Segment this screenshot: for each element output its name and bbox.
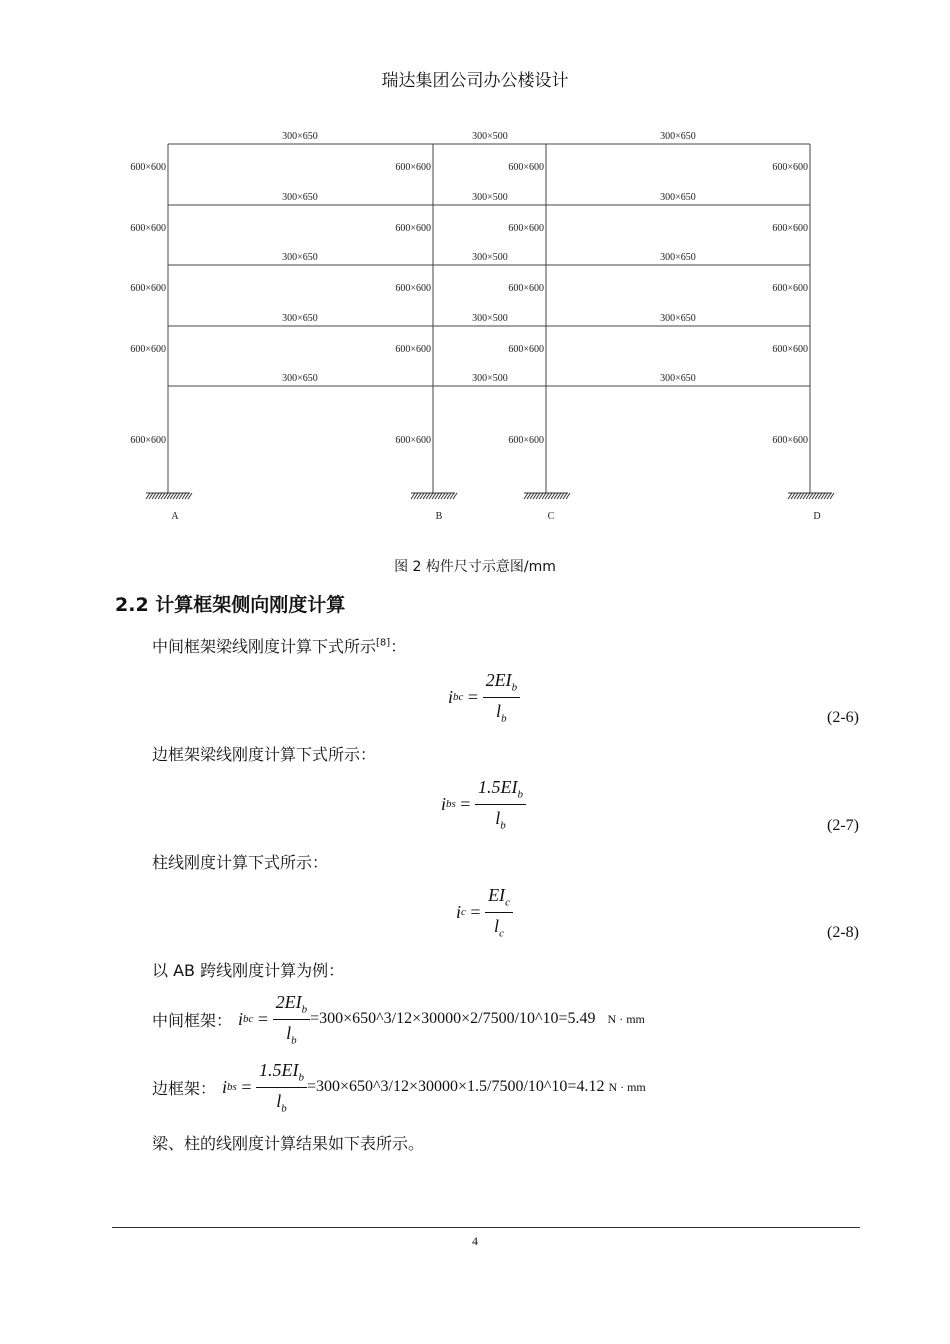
column-size-label: 600×600 (772, 435, 808, 446)
column-size-label: 600×600 (772, 162, 808, 173)
column-size-label: 600×600 (772, 283, 808, 294)
beam-size-label: 300×650 (282, 131, 318, 142)
column-size-label: 600×600 (130, 223, 166, 234)
calc-mid-frame: 中间框架： i bc = $\frac{2EI_b}{l_b}$ =300×650^3/12×30000×2/7500/10^10=5.49 N · mm (152, 992, 645, 1047)
beam-size-label: 300×650 (660, 192, 696, 203)
beam-size-label: 300×650 (660, 313, 696, 324)
beam-size-label: 300×650 (282, 252, 318, 263)
axis-label: A (171, 511, 179, 522)
beam-size-label: 300×650 (660, 252, 696, 263)
paragraph-results: 梁、柱的线刚度计算结果如下表所示。 (152, 1134, 425, 1153)
equation-number: (2-7) (827, 817, 859, 834)
paragraph-example: 以 AB 跨线刚度计算为例： (152, 961, 345, 980)
beam-size-label: 300×650 (660, 373, 696, 384)
beam-size-label: 300×500 (472, 252, 508, 263)
equation-number: (2-6) (827, 709, 859, 726)
column-size-label: 600×600 (130, 162, 166, 173)
beam-size-label: 300×500 (472, 192, 508, 203)
fixed-support (146, 493, 192, 499)
column-size-label: 600×600 (508, 283, 544, 294)
beam-size-label: 300×500 (472, 373, 508, 384)
column-size-label: 600×600 (395, 162, 431, 173)
fixed-supports (146, 493, 834, 499)
beam-labels (282, 131, 696, 384)
beam-size-label: 300×650 (660, 131, 696, 142)
frame-diagram (110, 125, 840, 525)
axis-labels (171, 511, 820, 522)
column-size-label: 600×600 (395, 223, 431, 234)
fixed-support (524, 493, 570, 499)
equation-2-7: i bs = $\frac{1.5EI_b}{l_b}$ (441, 777, 526, 831)
column-size-label: 600×600 (130, 283, 166, 294)
beam-size-label: 300×650 (282, 192, 318, 203)
fixed-support (788, 493, 834, 499)
section-title: 2.2 计算框架侧向刚度计算 (115, 594, 346, 616)
beam-size-label: 300×500 (472, 313, 508, 324)
axis-label: B (435, 511, 443, 522)
equation-2-8: i c = $\frac{EI_c}{l_c}$ (456, 885, 513, 939)
figure-caption: 图 2 构件尺寸示意图/mm (394, 559, 556, 575)
fixed-support (411, 493, 457, 499)
footer-divider (112, 1227, 860, 1228)
column-size-label: 600×600 (395, 344, 431, 355)
column-size-label: 600×600 (508, 223, 544, 234)
page-number: 4 (472, 1234, 478, 1248)
calc-edge-frame: 边框架： i bs = $\frac{1.5EI_b}{l_b}$ =300×650^3/12×30000×1.5/7500/10^10=4.12 N · mm (152, 1060, 646, 1115)
column-size-label: 600×600 (130, 435, 166, 446)
equation-2-6: i bc = $\frac{2EI_b}{l_b}$ (448, 670, 520, 724)
beam-size-label: 300×650 (282, 313, 318, 324)
column-size-label: 600×600 (395, 435, 431, 446)
column-size-label: 600×600 (395, 283, 431, 294)
column-size-label: 600×600 (508, 344, 544, 355)
paragraph-edge-frame: 边框架梁线刚度计算下式所示： (152, 745, 377, 764)
column-size-label: 600×600 (772, 223, 808, 234)
equation-number: (2-8) (827, 924, 859, 941)
column-size-label: 600×600 (772, 344, 808, 355)
column-size-label: 600×600 (508, 162, 544, 173)
column-size-label: 600×600 (508, 435, 544, 446)
running-header: 瑞达集团公司办公楼设计 (381, 71, 569, 91)
beam-size-label: 300×500 (472, 131, 508, 142)
axis-label: D (813, 511, 821, 522)
paragraph-column: 柱线刚度计算下式所示： (152, 853, 329, 872)
paragraph-mid-frame: 中间框架梁线刚度计算下式所示[8]： (152, 637, 407, 656)
column-size-label: 600×600 (130, 344, 166, 355)
beam-size-label: 300×650 (282, 373, 318, 384)
axis-label: C (547, 511, 555, 522)
